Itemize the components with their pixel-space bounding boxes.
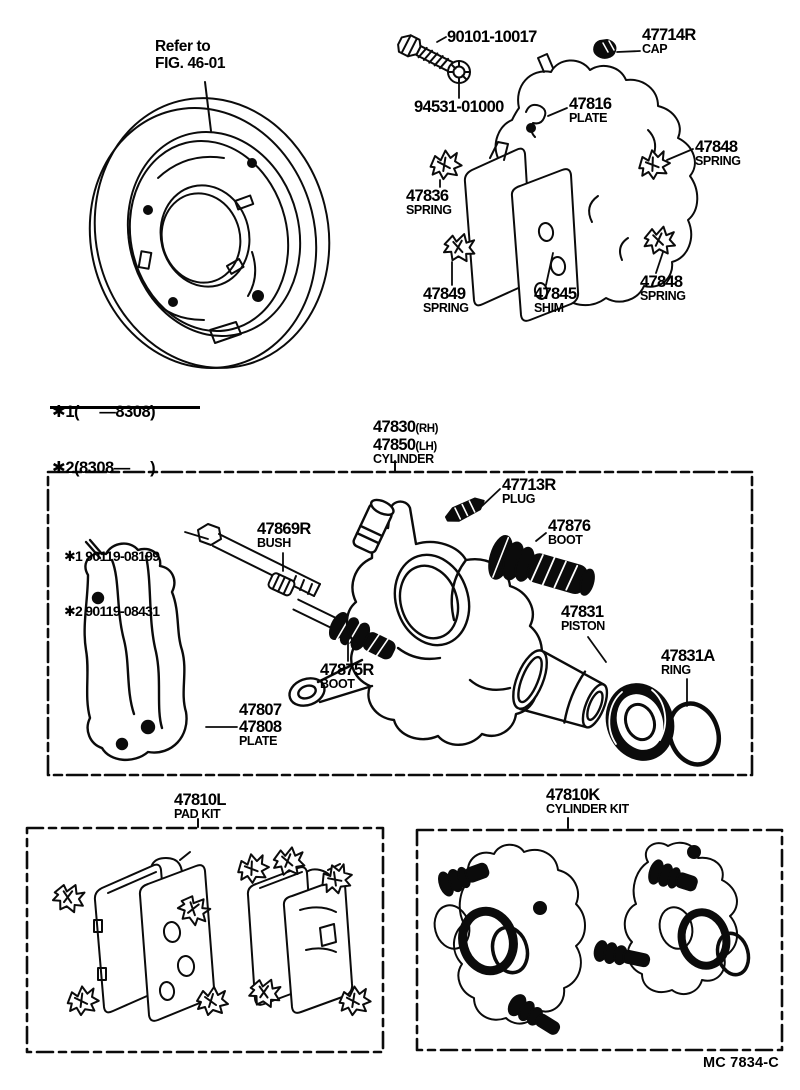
part-name: BOOT xyxy=(320,677,355,692)
part-number-a: 47807 xyxy=(239,701,282,719)
part-name: CYLINDER KIT xyxy=(546,802,629,817)
piston-drawing xyxy=(506,646,615,738)
part-name: SPRING xyxy=(640,289,686,304)
part-name: BOOT xyxy=(548,533,583,548)
part-name: SPRING xyxy=(423,301,469,316)
callout-90101-10017 xyxy=(447,29,537,46)
callout-47875r-boot xyxy=(320,662,374,691)
callout-47876-boot xyxy=(548,518,590,547)
pin-bolt-line2: ✱2 90119-08431 xyxy=(64,602,160,619)
callout-47848-spring-lower xyxy=(640,274,686,303)
part-number: 47845 xyxy=(534,285,577,303)
part-number: 47836 xyxy=(406,187,449,205)
callout-47849-spring xyxy=(423,286,469,315)
part-name: SHIM xyxy=(534,301,564,316)
callout-cylinder xyxy=(373,419,438,466)
cylinder-kit-contents-drawing xyxy=(430,843,753,1040)
part-name: BUSH xyxy=(257,536,291,551)
part-name: SPRING xyxy=(695,154,741,169)
part-name: CYLINDER xyxy=(373,452,434,467)
part-name: PISTON xyxy=(561,619,605,634)
callout-47836-spring xyxy=(406,188,452,217)
page-code-text: MC 7834-C xyxy=(703,1055,779,1071)
pad-clip-drawing xyxy=(50,879,89,916)
callout-47845-shim xyxy=(534,286,576,315)
spring-47848-lower-drawing xyxy=(643,224,678,256)
part-name: PAD KIT xyxy=(174,807,221,822)
callout-47848-spring-upper xyxy=(695,139,741,168)
part-number: 90101-10017 xyxy=(447,28,537,46)
refer-note-line1: Refer to xyxy=(155,38,211,55)
refer-note xyxy=(155,38,225,73)
leader-lines xyxy=(185,37,693,727)
callout-90119-pin-bolt xyxy=(64,511,159,638)
part-name: PLUG xyxy=(502,492,536,507)
callout-47810l-pad-kit xyxy=(174,792,226,821)
part-number: 47816 xyxy=(569,95,612,113)
part-suffix-rh: (RH) xyxy=(415,423,439,435)
part-number: 47876 xyxy=(548,517,591,535)
backing-plate-drawing xyxy=(63,73,358,393)
series-note xyxy=(52,365,155,497)
part-number: 47810L xyxy=(174,791,226,809)
plug-drawing xyxy=(444,495,487,526)
part-name: CAP xyxy=(642,42,668,57)
part-number: 94531-01000 xyxy=(414,98,504,116)
series-note-line1: ✱1( —8308) xyxy=(52,402,156,421)
part-number: 47869R xyxy=(257,520,311,538)
callout-47713r-plug xyxy=(502,477,556,506)
part-name: PLATE xyxy=(239,734,278,749)
part-name: PLATE xyxy=(569,111,608,126)
series-note-line2: ✱2(8308— ) xyxy=(52,458,156,477)
bush-drawing xyxy=(267,572,296,597)
part-number: 47848 xyxy=(695,138,738,156)
set-ring-drawing xyxy=(662,697,727,771)
part-number: 47714R xyxy=(642,26,696,44)
pad-clip-drawing xyxy=(65,984,100,1017)
callout-47714r-cap xyxy=(642,27,696,56)
part-number: 47875R xyxy=(320,661,374,679)
pin-bolt-line1: ✱1 90119-08199 xyxy=(64,548,160,565)
part-name: SPRING xyxy=(406,203,452,218)
cylinder-boot-drawing xyxy=(602,680,678,763)
part-name: RING xyxy=(661,663,691,678)
part-number: 47831A xyxy=(661,647,715,665)
part-number: 47849 xyxy=(423,285,466,303)
part-number: 47713R xyxy=(502,476,556,494)
spring-47836-drawing xyxy=(429,149,464,181)
callout-47816-plate xyxy=(569,96,611,125)
part-number: 47848 xyxy=(640,273,683,291)
part-number-lh: 47850 xyxy=(373,435,416,454)
callout-94531-01000 xyxy=(414,99,504,116)
callout-47807-plate xyxy=(239,702,281,748)
pin-boot-47875r-drawing xyxy=(289,592,398,665)
part-number-rh: 47830 xyxy=(373,418,416,436)
caliper-cylinder-drawing xyxy=(286,497,542,745)
page-code xyxy=(703,1056,779,1071)
bleeder-cap-drawing xyxy=(594,40,615,58)
part-number-b: 47808 xyxy=(239,718,282,737)
part-number: 47831 xyxy=(561,603,604,621)
part-number: 47810K xyxy=(546,786,600,804)
callout-47869r-bush xyxy=(257,521,311,550)
callout-47831-piston xyxy=(561,604,605,633)
callout-47810k-cylinder-kit xyxy=(546,787,629,816)
washer-drawing xyxy=(448,61,470,83)
spring-47848-upper-drawing xyxy=(636,147,673,182)
series-note-underline xyxy=(50,406,200,409)
refer-note-line2: FIG. 46-01 xyxy=(155,55,226,73)
callout-47831a-ring xyxy=(661,648,715,677)
part-suffix-lh: (LH) xyxy=(415,440,437,453)
